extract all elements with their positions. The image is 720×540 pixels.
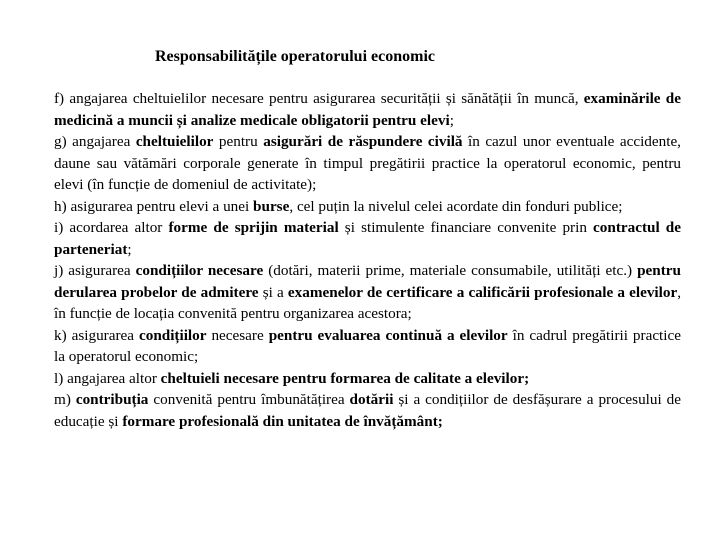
emphasized-text: examinările de medicină a muncii și analize medicale obligatorii pentru elevi — [54, 90, 681, 129]
emphasized-text: cheltuieli necesare pentru formarea de calitate a elevilor; — [160, 369, 530, 387]
item-text: ; — [127, 240, 132, 258]
item-text: în cazul unor eventuale accidente, daune sau vătămări corporale generate în timpul pregătirii practice la operatorul economic, pentru elevi (în funcție de domeniul de activitate); — [54, 133, 681, 193]
item-text: l) angajarea altor — [54, 369, 161, 387]
emphasized-text: condițiilor necesare — [135, 262, 264, 279]
list-item — [54, 260, 681, 325]
emphasized-text: contribuția — [75, 391, 149, 408]
emphasized-text: pentru evaluarea continuă a elevilor — [268, 326, 508, 344]
item-text: convenită pentru îmbunătățirea — [148, 391, 350, 408]
item-text: h) asigurarea pentru elevi a unei — [54, 197, 254, 215]
emphasized-text: forme de sprijin material — [168, 219, 339, 236]
slide-title: Responsabilitățile operatorului economic — [155, 48, 435, 65]
list-item — [54, 88, 681, 131]
responsibilities-list — [54, 88, 681, 432]
item-text: g) angajarea — [54, 133, 136, 150]
emphasized-text: formare profesională din unitatea de învățământ; — [122, 412, 443, 430]
emphasized-text: pentru derularea probelor de admitere — [54, 262, 681, 301]
emphasized-text: asigurări de răspundere civilă — [263, 133, 463, 150]
emphasized-text: cheltuielilor — [135, 133, 214, 150]
item-text: k) asigurarea — [54, 326, 139, 344]
item-text: m) — [54, 391, 76, 408]
item-text: , cel puțin la nivelul celei acordate din fonduri publice; — [289, 197, 623, 215]
item-text: i) acordarea altor — [54, 219, 169, 236]
item-text: ; — [449, 111, 454, 129]
emphasized-text: dotării — [349, 391, 394, 408]
list-item — [54, 217, 681, 260]
item-text: , în funcție de locația convenită pentru organizarea acestora; — [54, 283, 681, 322]
list-item — [54, 368, 681, 390]
list-item — [54, 131, 681, 196]
item-text: (dotări, materii prime, materiale consumabile, utilități etc.) — [263, 262, 638, 279]
item-text: și a condițiilor de desfășurare a procesului de educație și — [54, 391, 681, 430]
item-text: și stimulente financiare convenite prin — [338, 219, 594, 236]
item-text: și a — [258, 283, 288, 301]
item-text: f) angajarea cheltuielilor necesare pentru asigurarea securității și sănătății în muncă, — [54, 90, 584, 107]
item-text: j) asigurarea — [54, 262, 136, 279]
item-text: necesare — [206, 326, 269, 344]
item-text: în cadrul pregătirii practice la operatorul economic; — [54, 326, 681, 365]
emphasized-text: condițiilor — [138, 326, 207, 344]
item-text: pentru — [213, 133, 264, 150]
emphasized-text: examenelor de certificare a calificării profesionale a elevilor — [287, 283, 678, 301]
emphasized-text: burse — [253, 197, 290, 215]
list-item — [54, 325, 681, 368]
emphasized-text: contractul de parteneriat — [54, 219, 681, 258]
list-item — [54, 389, 681, 432]
list-item — [54, 196, 681, 218]
